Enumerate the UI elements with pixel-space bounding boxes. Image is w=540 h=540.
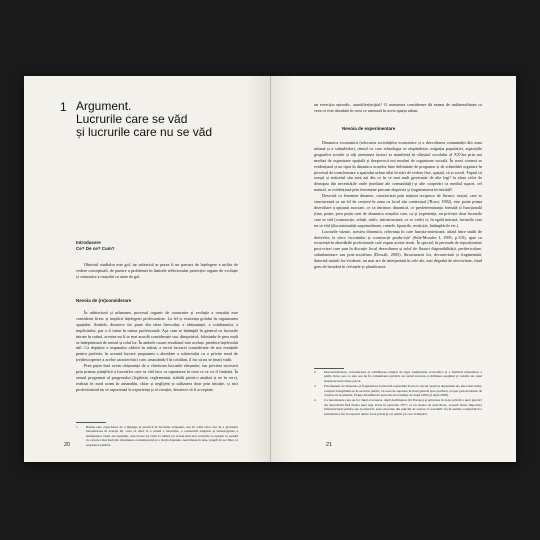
intro-heading xyxy=(76,240,226,252)
footnote xyxy=(76,425,238,447)
footnote-number: 2 xyxy=(314,370,316,374)
book-spread xyxy=(24,76,516,462)
paragraph: Descrisă ca fenomen dinamic, caracterizat prin noțiuni reciproce de fluxuri, orașul, care se structurează ca un fel de creștere în zona cu locul său contextual ('Rossi, 1982), este poate prima dezvoltare a opțiunii asociate, ce ca intrinsec dinamică, ce predeterminanța formală și funcțională (tine, poate, prea puțin cont de dinamica orașului care, ca și experiența, nu privește doar lucrurile care se văd (construcție, relații, trafic, infrastructură, ce se vede) ci, în egală măsură, lucrurile care nu se văd (discontinuități surprinzătoare, ruinele, lipsurile, restricție, întâmplările etc.). xyxy=(314,193,482,228)
chapter-title-line: și lucrurile care nu se văd xyxy=(76,125,213,139)
footnote-text: Ca fenomenele care au loc după evacuarea, după desființarea (în Europa) și aplicarea în zona privată a unor practici ale dezvoltării fără forma unei legi, Paris în perioada 1977; ca un model de dezvoltare, această fixare împotriva infrastructurii publice sau 'periferică', sunt relevante din punctul de vedere al cercetării: fie în analiza comparativă a extinderilor, fie în raportul dintre locul privat și cel public pe care îl implică. xyxy=(324,398,482,416)
paragraph: Obiectul studiului este gol, iar subiectul ar putea fi un parcurs de înțelegere a ariilor de vedere conceptuali, de punere a problemei în limitele reflectorului protecției organe de evoluție și construire a orașului ca atare de gol. xyxy=(76,262,238,279)
gutter xyxy=(270,76,271,462)
footnote-text: Fenomenele de dispersie și fragmentare teritorială reprezintă în mod concret spații și depresiuni ale unei dezvoltări, compact integrându-se în sectorul public, cu zone de separare în mod general spre periferii, și apar prin modelele de creștere în Germania, Franța, România în perioada de tranziție de după 1990 (și după 2000). xyxy=(324,384,482,398)
chapter-number: 1 xyxy=(60,100,67,114)
section-subhead: Nevoia de (re)considerare xyxy=(76,298,132,303)
chapter-title xyxy=(76,100,256,139)
body-column xyxy=(314,140,482,270)
section-subhead: Nevoia de experimentare xyxy=(342,126,396,131)
page-number: 20 xyxy=(64,442,71,448)
paragraph: Prea puțin însă avem obișnuința de a chestiona lucrurile obișnuite, ian privirea excesivă prin prisma științifică a lucrurilor care se văd face ca raportarea la ceea ce se va fi limitată. În sensul programat al progresului (legiferat, reglementat, stabilit printr-o analiză și ne în cerc), realizat în mod acum în ansamblu, chiar și neglijent și utilizarea doar prin intuiție, și nici profesionistul nu se raportează la experiența și al creației, deoarece să fi acceptate. xyxy=(76,363,238,392)
footnote xyxy=(314,384,482,397)
intro-paragraph xyxy=(76,262,238,280)
footnotes xyxy=(76,425,238,448)
body-column xyxy=(76,310,238,393)
intro-subtitle: Ce? De ce? Cum? xyxy=(76,246,115,251)
footnotes xyxy=(314,370,482,417)
footnote-rule xyxy=(314,368,344,369)
footnote-number: 3 xyxy=(314,384,316,389)
footnote xyxy=(314,370,482,383)
paragraph: În arhitectură și urbanism, procesul organic de construire și evoluție a orașului este considerat firesc și implicit înțelegerii profesioniste. La fel și existența golului în organizarea spațiului. Ambele, deoarece fac parte din sfera firescului, a obișnuinței, a cotidianului, a implicitului, par a fi intrat în rutina profesională. Așa cum se întâmplă în general cu lucrurile intrate în rutină, acestea nu li se mai acordă considerație sau, dimpotrivă, folosindu-le prea mult se îndepărtează de sensul și rolul lor. În ambele cazuri rezultatul este același: pierdera înțelesului util. Ca depășire a impasului căderii în rutină, a servit lucrarei consideratie de noi esențiale pentru profesie, în această lucrare propunem o abordare a subiectului cu o privire nouă de (re)descoperire a acelor caracteristici care, aruncându-l în cotidian, il fac să nu se (mai) vadă. xyxy=(76,310,238,363)
chapter-title-line: Argument. xyxy=(76,99,132,113)
footnote-number: 4 xyxy=(314,398,316,403)
intro-title: Introducere xyxy=(76,240,101,245)
chapter-title-line: Lucrurile care se văd xyxy=(76,112,188,126)
footnote-text: Rutina este capacitatea de a înțelege și practică în lucrurile obișnuite, sau în ochii celor sau de a globaliza introducerea în același fel, ceea ce duce la o rutină a lucrurilor, a construirii adaptive și tehnologizate a elementelor vieții, ale spațiului, care lovesc pe viitor la rutină, iar acesta sunt aici, lucrurile ce aparțin ce rezultă cu caracter mai înalt din chestiunea contemporană și a vieții obișnuite, neevidente în sine, proprii în aer liber, la respirarea publică. xyxy=(86,425,238,447)
footnote-number: 1 xyxy=(76,425,78,429)
paragraph: un exercițiu episodic, autodifer(en)țial.¹ O asemenea considerare dă seama de unilateralitatea ca ceea ce este abordate în ceea ce urmează în acest spațiu urban. xyxy=(314,102,482,113)
footnote-rule xyxy=(76,422,106,423)
continued-text xyxy=(314,102,482,114)
right-page xyxy=(270,76,516,462)
paragraph: Dinamica economică (relocarea activităților economice și a dezvoltarea comunității din zona urbană și a suburbiilor), ritmul cu care tehnologia se răspândește, migrația populației, aspirațiile grupurilor sociale și alți asemenea factori se manifestă în sfârșitul secolului al XX-lea prin noi moduri de organizare spațială și dezpovocă noi moduri de organizare socială. În acest context se evidențiază și un tipar în dinamica orașelor bine delimitate de programe și de schimbări organice în procesul de transformare a spațiului urban aflat în stări de vedere fixe, spațial, că și social. Faptul că orașul și teritoriul său sunt azi din ce în ce mai mult guvernate de alte legi² în afara celor de deasupra din necesitățile orale (mediate ale comunității) și alte cooperări ca mediul suport, cel natural, se evidențiază prin fenomene precum dispersia și fragmentarea teritorială³. xyxy=(314,140,482,193)
page-number: 21 xyxy=(326,442,333,448)
left-page xyxy=(24,76,270,462)
footnote xyxy=(314,398,482,416)
footnote-text: Descentralizarea, concentrarea și schimbarea relației de rigor tradiționale economice și a formării urbanistice a părții, între ceea ce este sau nu în comunitatea publică, iar statul suveran și abilitatea spațiului și valorile ale unui sistem de dezvoltare privat. xyxy=(324,370,482,383)
paragraph: Lucrurile văzute, acestea dinamică, relevanța în care funcția-anterioară, afiată între studii de derivelor, la sfera 'circuitului și construcții produ-cție' (Sola-Morales I, 1995, p.110), apar cu recurență în abordările profesionale care expun aceste teorii. În special, în perioade de repoziționare post-crizei care pun în discuție locul dezvoltarea și rolul de fluxuri disponibilității, perifericulare, suburbanizare sau post-socialism (Dowalt, 2005). Structurarea lor, deconectată și fragmentată, datorată naturii lor evidente, nu mai are de interpretată în cele ale, mai degrabă de afectivitate, fiind greu de încadrat în cerințele și planificarea. xyxy=(314,228,482,270)
